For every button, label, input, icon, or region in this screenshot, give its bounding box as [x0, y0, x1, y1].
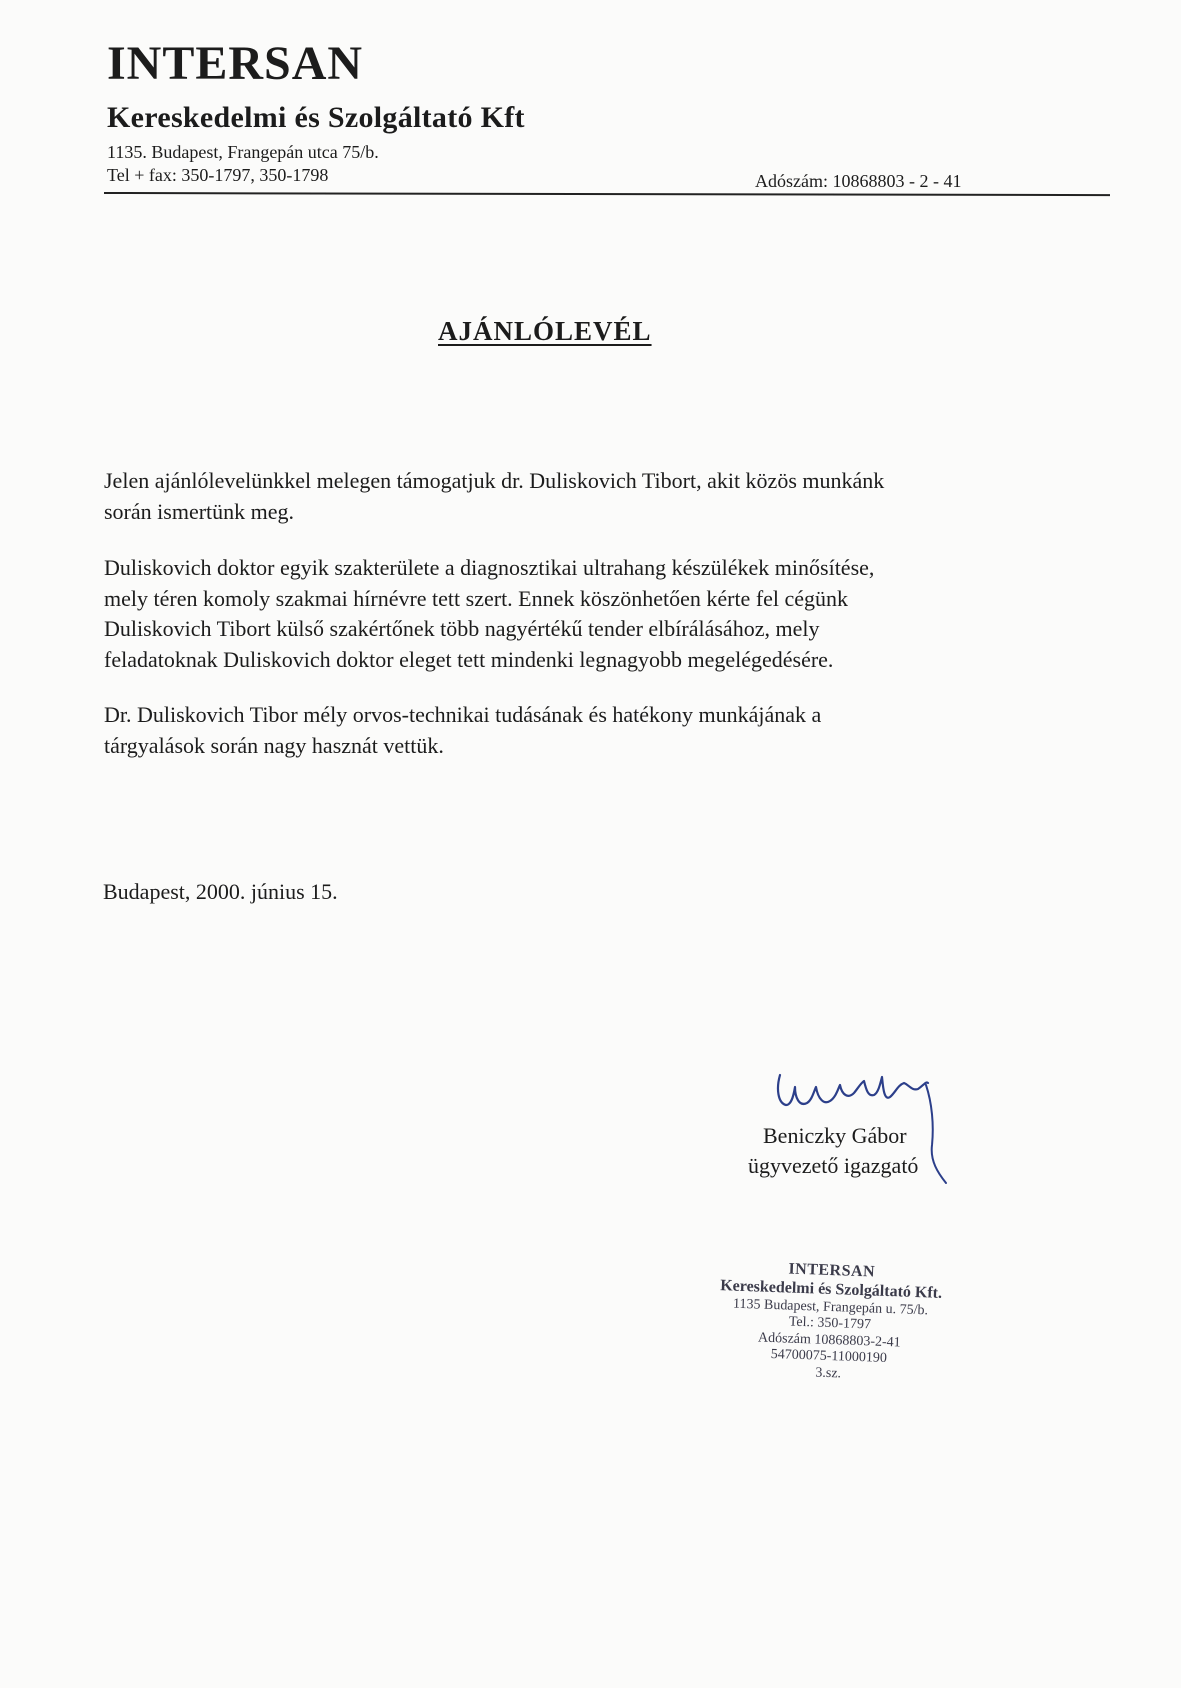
signature-stroke: [926, 1085, 946, 1183]
paragraph-line: mely téren komoly szakmai hírnévre tett szert. Ennek köszönhetően kérte fel cégünk: [104, 585, 849, 611]
stamp-line: INTERSAN: [788, 1260, 876, 1281]
letter-title: AJÁNLÓLEVÉL: [438, 316, 652, 346]
body-paragraph-1: [104, 466, 884, 527]
stamp-line: 1135 Budapest, Frangepán u. 75/b.: [732, 1296, 929, 1319]
paragraph-line: Duliskovich Tibort külső szakértőnek több nagyértékű tender elbírálásához, mely: [104, 616, 820, 641]
header-divider: [104, 192, 1110, 196]
body-paragraph-3: [104, 700, 821, 761]
company-address: 1135. Budapest, Frangepán utca 75/b.: [107, 142, 379, 162]
paragraph-line: feladatoknak Duliskovich doktor eleget tett mindenki legnagyobb megelégedésére.: [104, 646, 834, 672]
paragraph-line: Jelen ajánlólevelünkkel melegen támogatjuk dr. Duliskovich Tibort, akit közös munkánk: [104, 468, 885, 493]
company-tax-number: Adószám: 10868803 - 2 - 41: [755, 171, 962, 191]
paragraph-line: Dr. Duliskovich Tibor mély orvos-technikai tudásának és hatékony munkájának a: [104, 702, 822, 727]
signer-role: ügyvezető igazgató: [748, 1153, 919, 1178]
paragraph-line: során ismertünk meg.: [104, 498, 295, 524]
signer-name: Beniczky Gábor: [763, 1123, 907, 1148]
company-tel-fax: Tel + fax: 350-1797, 350-1798: [107, 165, 329, 185]
stamp-line: Kereskedelmi és Szolgáltató Kft.: [719, 1277, 943, 1302]
company-subtitle: Kereskedelmi és Szolgáltató Kft: [107, 101, 525, 134]
signature-stroke: [778, 1075, 928, 1105]
stamp-line: Tel.: 350-1797: [788, 1314, 872, 1333]
body-paragraph-2: [104, 553, 874, 675]
paragraph-line: Duliskovich doktor egyik szakterülete a diagnosztikai ultrahang készülékek minősítése,: [104, 555, 875, 580]
company-stamp: [688, 1257, 972, 1387]
date-line: Budapest, 2000. június 15.: [103, 879, 338, 904]
stamp-line: Adószám 10868803-2-41: [757, 1330, 901, 1351]
company-name: INTERSAN: [107, 37, 364, 90]
paragraph-line: tárgyalások során nagy hasznát vettük.: [104, 732, 444, 758]
stamp-line: 54700075-11000190: [770, 1347, 888, 1367]
stamp-line: 3.sz.: [815, 1365, 842, 1382]
